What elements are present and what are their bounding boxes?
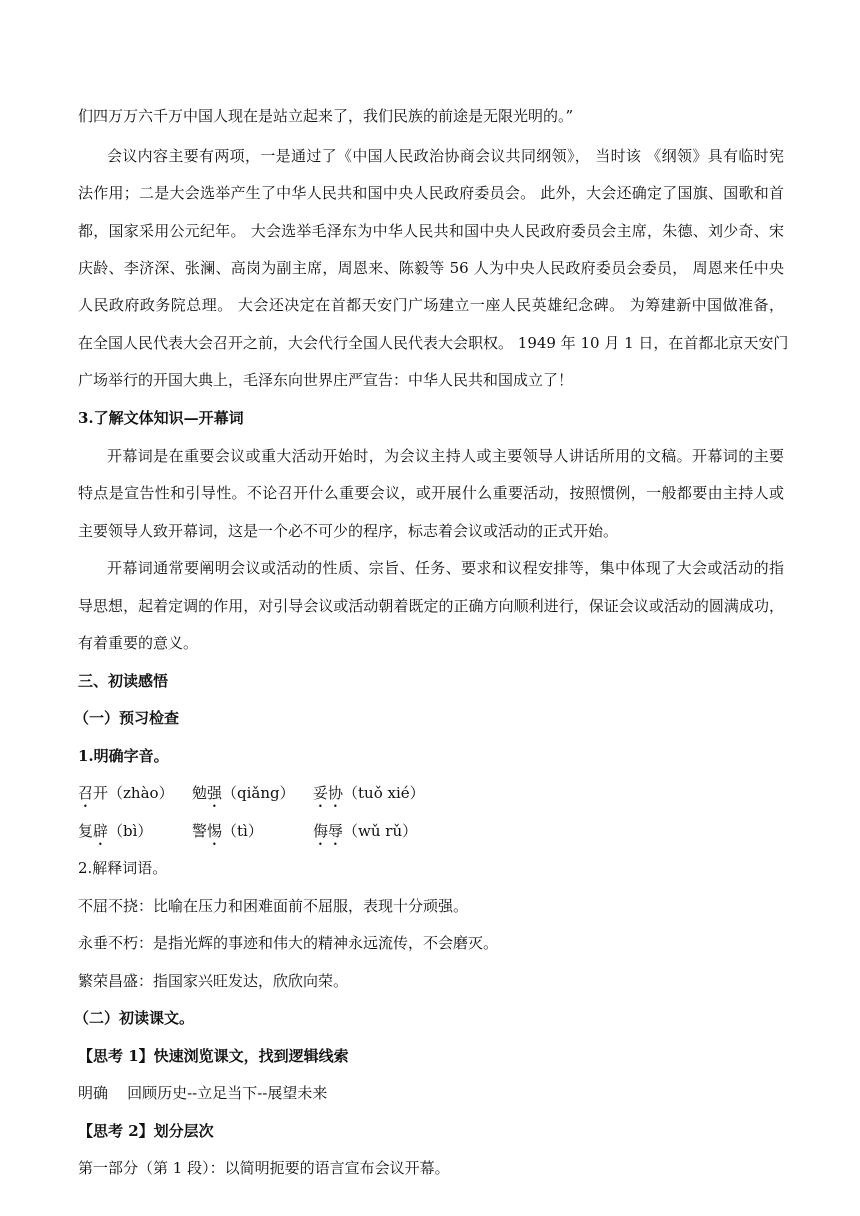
paragraph-line: 庆龄、李济深、张澜、高岗为副主席，周恩来、陈毅等 56 人为中央人民政府委员会委员， 周恩来任中央 [78,259,784,277]
paragraph-line: 会议内容主要有两项，一是通过了《中国人民政治协商会议共同纲领》， 当时该 《纲领》具有临时宪 [107,147,784,165]
emphasized-char: 惕 [207,822,223,840]
answer-line: 明确 回顾历史--立足当下--展望未来 [78,1084,328,1102]
think-prompt: 【思考 1】快速浏览课文，找到逻辑线索 [78,1047,349,1065]
pinyin-term [313,821,417,849]
emphasized-char: 协 [328,784,344,802]
char: 警 [192,822,208,840]
question-heading: 1.明确字音。 [78,747,169,765]
pinyin: （zhào） [108,784,174,802]
paragraph-line: 特点是宣告性和引导性。不论召开什么重要会议，或开展什么重要活动，按照惯例，一般都要由主持人或 [78,484,784,502]
paragraph-line: 开幕词是在重要会议或重大活动开始时，为会议主持人或主要领导人讲话所用的文稿。开幕词的主要 [107,447,784,465]
definition-line: 不屈不挠：比喻在压力和困难面前不屈服，表现十分顽强。 [78,897,469,915]
emphasized-char: 侮 [313,822,329,840]
paragraph-line: 们四万万六千万中国人现在是站立起来了，我们民族的前途是无限光明的。” [78,107,574,125]
pinyin-term [313,783,425,811]
paragraph-line: 主要领导人致开幕词，这是一个必不可少的程序，标志着会议或活动的正式开始。 [78,522,619,540]
char: 开 [93,784,109,802]
char: 勉 [192,784,208,802]
pinyin: （tuǒ xié） [343,784,425,802]
subsection-heading: （一）预习检查 [74,709,180,727]
pinyin-term [78,821,152,849]
pinyin: （bì） [108,822,153,840]
emphasized-char: 妥 [313,784,329,802]
think-prompt: 【思考 2】划分层次 [78,1122,214,1140]
paragraph-line: 有着重要的意义。 [78,634,199,652]
paragraph-line: 开幕词通常要阐明会议或活动的性质、宗旨、任务、要求和议程安排等，集中体现了大会或活动的指 [107,559,784,577]
section-heading: 三、初读感悟 [78,672,169,690]
pinyin: （wǔ rǔ） [343,822,418,840]
pinyin: （qiǎng） [222,784,295,802]
emphasized-char: 召 [78,784,94,802]
paragraph-line: 人民政府政务院总理。 大会还决定在首都天安门广场建立一座人民英雄纪念碑。 为筹建新中国做准备， [78,296,784,314]
emphasized-char: 辱 [328,822,344,840]
pinyin-term [192,783,295,811]
pinyin: （tì） [222,822,263,840]
paragraph-line: 都，国家采用公元纪年。 大会选举毛泽东为中华人民共和国中央人民政府委员会主席，朱德、刘少奇、宋 [78,222,784,240]
section-heading: 3.了解文体知识—开幕词 [78,409,244,427]
paragraph-line: 第一部分（第 1 段）：以简明扼要的语言宣布会议开幕。 [78,1159,450,1177]
definition-line: 永垂不朽：是指光辉的事迹和伟大的精神永远流传，不会磨灭。 [78,934,499,952]
definition-line: 繁荣昌盛：指国家兴旺发达，欣欣向荣。 [78,972,349,990]
paragraph-line: 广场举行的开国大典上，毛泽东向世界庄严宣告：中华人民共和国成立了！ [78,371,574,389]
pinyin-term [192,821,263,849]
paragraph-line: 导思想，起着定调的作用，对引导会议或活动朝着既定的正确方向顺利进行，保证会议或活动的圆满成功， [78,597,784,615]
emphasized-char: 强 [207,784,223,802]
char: 复 [78,822,94,840]
paragraph-line: 在全国人民代表大会召开之前，大会代行全国人民代表大会职权。 1949 年 10 月 1 日，在首都北京天安门 [78,334,789,352]
question-heading: 2.解释词语。 [78,859,168,877]
subsection-heading: （二）初读课文。 [74,1009,195,1027]
paragraph-line: 法作用；二是大会选举产生了中华人民共和国中央人民政府委员会。 此外，大会还确定了国旗、国歌和首 [78,184,784,202]
emphasized-char: 辟 [93,822,109,840]
pinyin-term [78,783,174,811]
